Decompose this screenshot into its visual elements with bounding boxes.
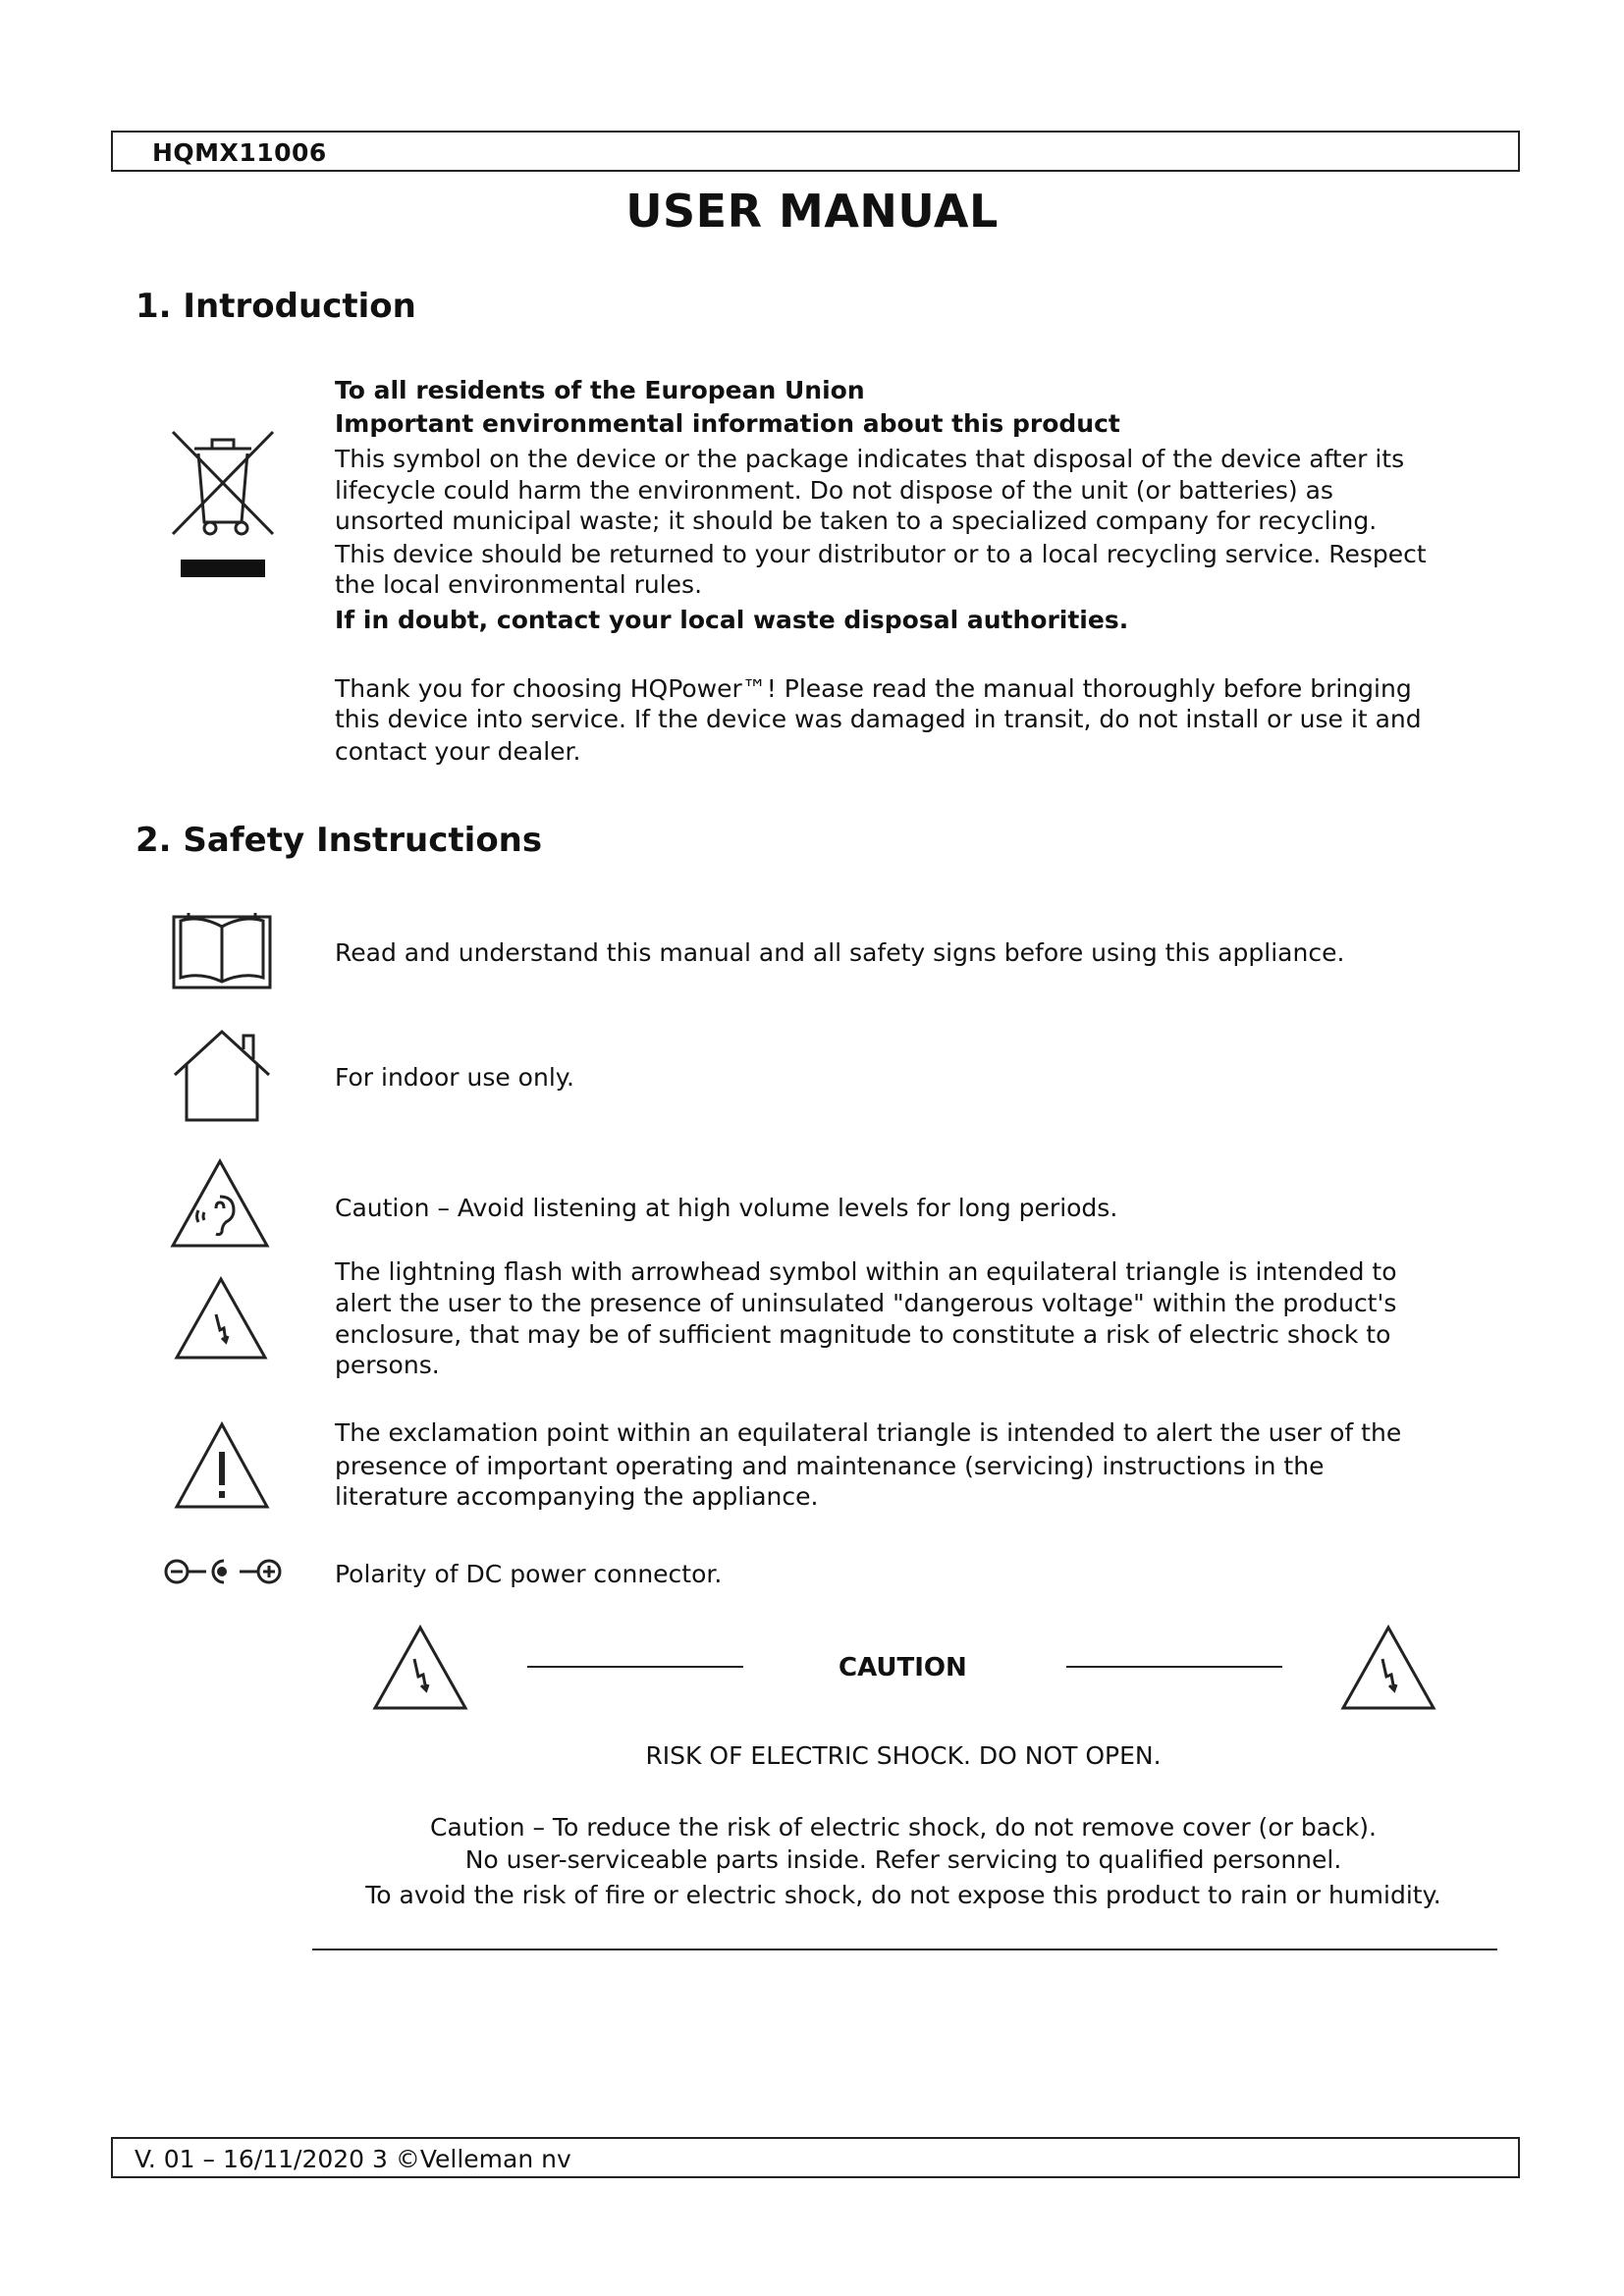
weee-bin-icon bbox=[165, 424, 281, 581]
risk-text: RISK OF ELECTRIC SHOCK. DO NOT OPEN. bbox=[645, 1741, 1162, 1770]
lightning-paragraph-line: persons. bbox=[335, 1351, 440, 1379]
model-number: HQMX11006 bbox=[152, 138, 327, 167]
caution-rule-left bbox=[527, 1666, 743, 1668]
weee-paragraph-line: lifecycle could harm the environment. Do not dispose of the unit (or batteries) as bbox=[335, 476, 1333, 505]
exclamation-paragraph-line: The exclamation point within an equilateral triangle is intended to alert the user of the bbox=[335, 1418, 1402, 1447]
exclamation-paragraph-line: literature accompanying the appliance. bbox=[335, 1482, 819, 1511]
page-title: USER MANUAL bbox=[625, 185, 999, 238]
thanks-paragraph-line: Thank you for choosing HQPower™! Please read the manual thoroughly before bringing bbox=[335, 674, 1412, 703]
section-heading-introduction: 1. Introduction bbox=[135, 287, 416, 326]
caution-paragraph-line: To avoid the risk of fire or electric shock, do not expose this product to rain or humidity. bbox=[365, 1881, 1441, 1909]
caution-label: CAUTION bbox=[839, 1653, 967, 1682]
footer-box bbox=[111, 2137, 1520, 2178]
lightning-paragraph-line: alert the user to the presence of uninsulated "dangerous voltage" within the product's bbox=[335, 1289, 1397, 1317]
caution-rule-right bbox=[1066, 1666, 1282, 1668]
thanks-paragraph-line: this device into service. If the device was damaged in transit, do not install or use it and bbox=[335, 705, 1422, 733]
return-paragraph-line: the local environmental rules. bbox=[335, 570, 703, 599]
lightning-warning-icon bbox=[173, 1275, 269, 1363]
section-heading-safety: 2. Safety Instructions bbox=[135, 821, 543, 860]
manual-book-icon bbox=[171, 907, 273, 991]
dc-polarity-icon bbox=[163, 1557, 283, 1586]
bottom-divider bbox=[312, 1949, 1497, 1950]
caution-paragraph-line: No user-serviceable parts inside. Refer servicing to qualified personnel. bbox=[464, 1845, 1342, 1874]
lightning-paragraph-line: The lightning flash with arrowhead symbol within an equilateral triangle is intended to bbox=[335, 1257, 1397, 1286]
exclamation-paragraph-line: presence of important operating and maintenance (servicing) instructions in the bbox=[335, 1452, 1325, 1480]
weee-paragraph-line: This symbol on the device or the package indicates that disposal of the device after its bbox=[335, 445, 1405, 473]
indoor-house-icon bbox=[169, 1028, 275, 1124]
thanks-paragraph-line: contact your dealer. bbox=[335, 737, 581, 766]
environment-heading: Important environmental information about this product bbox=[335, 409, 1120, 438]
footer-text: V. 01 – 16/11/2020 3 ©Velleman nv bbox=[135, 2145, 571, 2173]
lightning-paragraph-line: enclosure, that may be of sufficient magnitude to constitute a risk of electric shock to bbox=[335, 1320, 1391, 1349]
indoor-use-text: For indoor use only. bbox=[335, 1063, 574, 1092]
caution-paragraph-line: Caution – To reduce the risk of electric shock, do not remove cover (or back). bbox=[430, 1813, 1377, 1842]
return-paragraph-line: This device should be returned to your distributor or to a local recycling service. Respect bbox=[335, 540, 1427, 568]
volume-caution-text: Caution – Avoid listening at high volume levels for long periods. bbox=[335, 1194, 1118, 1222]
header-box bbox=[111, 131, 1520, 172]
weee-paragraph-line: unsorted municipal waste; it should be taken to a specialized company for recycling. bbox=[335, 507, 1378, 535]
hearing-warning-icon bbox=[169, 1157, 271, 1252]
polarity-text: Polarity of DC power connector. bbox=[335, 1560, 723, 1588]
exclamation-warning-icon bbox=[173, 1420, 271, 1511]
lightning-warning-icon bbox=[371, 1624, 469, 1712]
read-manual-text: Read and understand this manual and all safety signs before using this appliance. bbox=[335, 938, 1345, 967]
doubt-notice: If in doubt, contact your local waste disposal authorities. bbox=[335, 606, 1129, 634]
residents-heading: To all residents of the European Union bbox=[335, 376, 865, 404]
lightning-warning-icon bbox=[1339, 1624, 1437, 1712]
